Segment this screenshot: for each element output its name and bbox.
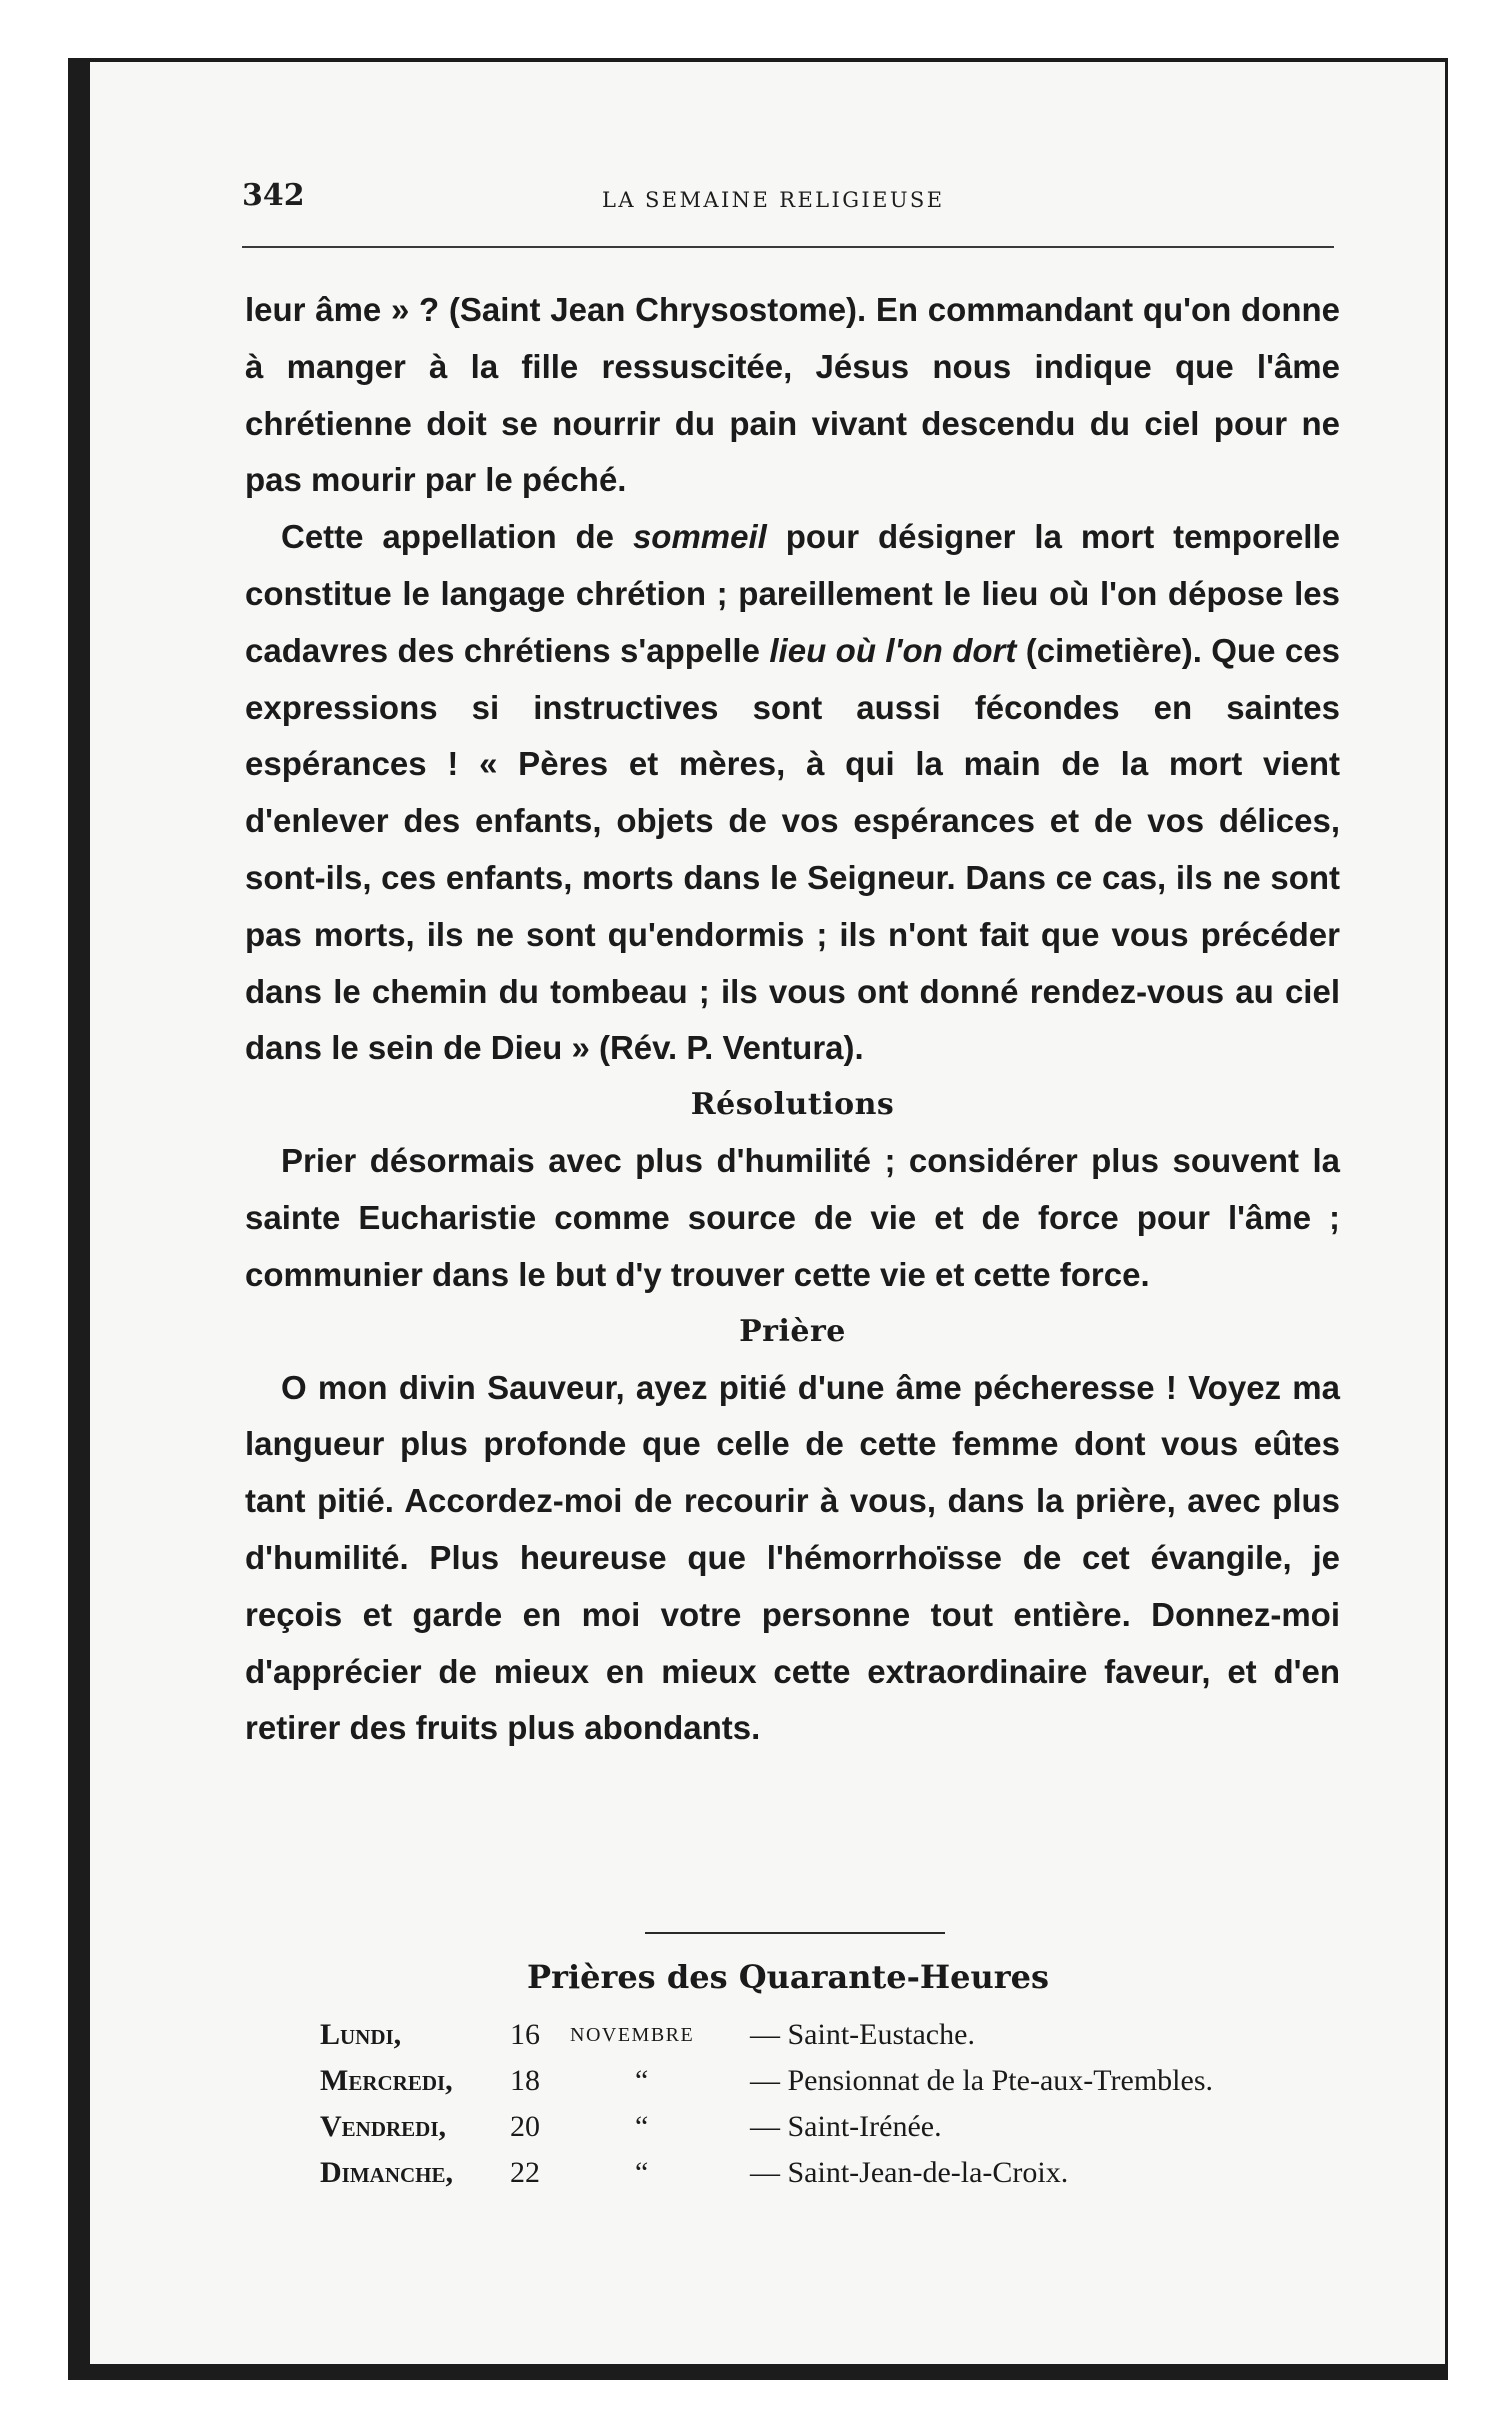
schedule-date: 16	[510, 2018, 540, 2051]
body-text	[245, 282, 1340, 1757]
schedule-place: — Saint-Jean-de-la-Croix.	[750, 2156, 1069, 2189]
quarante-heures-title: Prières des Quarante-Heures	[527, 1958, 1049, 1996]
p2-text-a: Cette appellation de	[281, 518, 633, 556]
p2-italic-lieu: lieu où l'on dort	[769, 631, 1017, 669]
schedule-date: 20	[510, 2110, 540, 2143]
schedule-day: Dimanche,	[320, 2156, 453, 2189]
schedule-place: — Saint-Irénée.	[750, 2110, 942, 2143]
page-header	[242, 178, 1334, 218]
p2-italic-sommeil: sommeil	[632, 518, 767, 556]
paragraph-3: Prier désormais avec plus d'humilité ; considérer plus souvent la sainte Eucharistie comme source de vie et de force pour l'âme ; communier dans le but d'y trouver cette vie et cette force.	[245, 1142, 1340, 1293]
scan-edge	[1448, 58, 1512, 2380]
schedule-day: Lundi,	[320, 2018, 402, 2051]
running-head: LA SEMAINE RELIGIEUSE	[602, 188, 945, 212]
schedule-place: — Saint-Eustache.	[750, 2018, 975, 2051]
schedule-row	[320, 2018, 1360, 2064]
schedule-ditto: “	[635, 2110, 649, 2143]
schedule-ditto: “	[635, 2156, 649, 2189]
paragraph-2	[245, 509, 1340, 1077]
page-number: 342	[242, 178, 305, 213]
schedule-row	[320, 2064, 1360, 2110]
schedule-date: 22	[510, 2156, 540, 2189]
header-rule	[242, 246, 1334, 248]
section-rule	[645, 1932, 945, 1934]
p2-text-c: (cimetière). Que ces expressions si instructives sont aussi fécondes en saintes espérances ! « Pères et mères, à qui la main de la mort vient d'enlever des enfants, objets de vos espérances et de vos délices, sont-ils, ces enfants, morts dans le Seigneur. Dans ce cas, ils ne sont pas morts, ils ne sont qu'endormis ; ils n'ont fait que vous précéder dans le chemin du tombeau ; ils vous ont donné rendez-vous au ciel dans le sein de Dieu » (Rév. P. Ventura).	[245, 631, 1340, 1067]
schedule-date: 18	[510, 2064, 540, 2097]
schedule-day: Vendredi,	[320, 2110, 447, 2143]
schedule-ditto: “	[635, 2064, 649, 2097]
heading-priere: Prière	[739, 1313, 846, 1349]
schedule-place: — Pensionnat de la Pte-aux-Trembles.	[750, 2064, 1213, 2097]
schedule-row	[320, 2110, 1360, 2156]
schedule-month: NOVEMBRE	[570, 2024, 695, 2046]
paragraph-1: leur âme » ? (Saint Jean Chrysostome). En commandant qu'on donne à manger à la fille ressuscitée, Jésus nous indique que l'âme chrétienne doit se nourrir du pain vivant descendu du ciel pour ne pas mourir par le péché.	[245, 291, 1340, 499]
schedule-day: Mercredi,	[320, 2064, 453, 2097]
heading-resolutions: Résolutions	[690, 1087, 895, 1123]
p2-text-b: pour désigner la mort temporelle constitue le langage chrétion ; pareillement le lieu où l'on dépose les cadavres des chrétiens s'appelle	[245, 518, 1340, 669]
schedule-row	[320, 2156, 1360, 2202]
quarante-heures-schedule	[320, 2018, 1360, 2202]
paragraph-4: O mon divin Sauveur, ayez pitié d'une âme pécheresse ! Voyez ma langueur plus profonde que celle de cette femme dont vous eûtes tant pitié. Accordez-moi de recourir à vous, dans la prière, avec plus d'humilité. Plus heureuse que l'hémorrhoïsse de cet évangile, je reçois et garde en moi votre personne tout entière. Donnez-moi d'apprécier de mieux en mieux cette extraordinaire faveur, et d'en retirer des fruits plus abondants.	[245, 1368, 1340, 1747]
